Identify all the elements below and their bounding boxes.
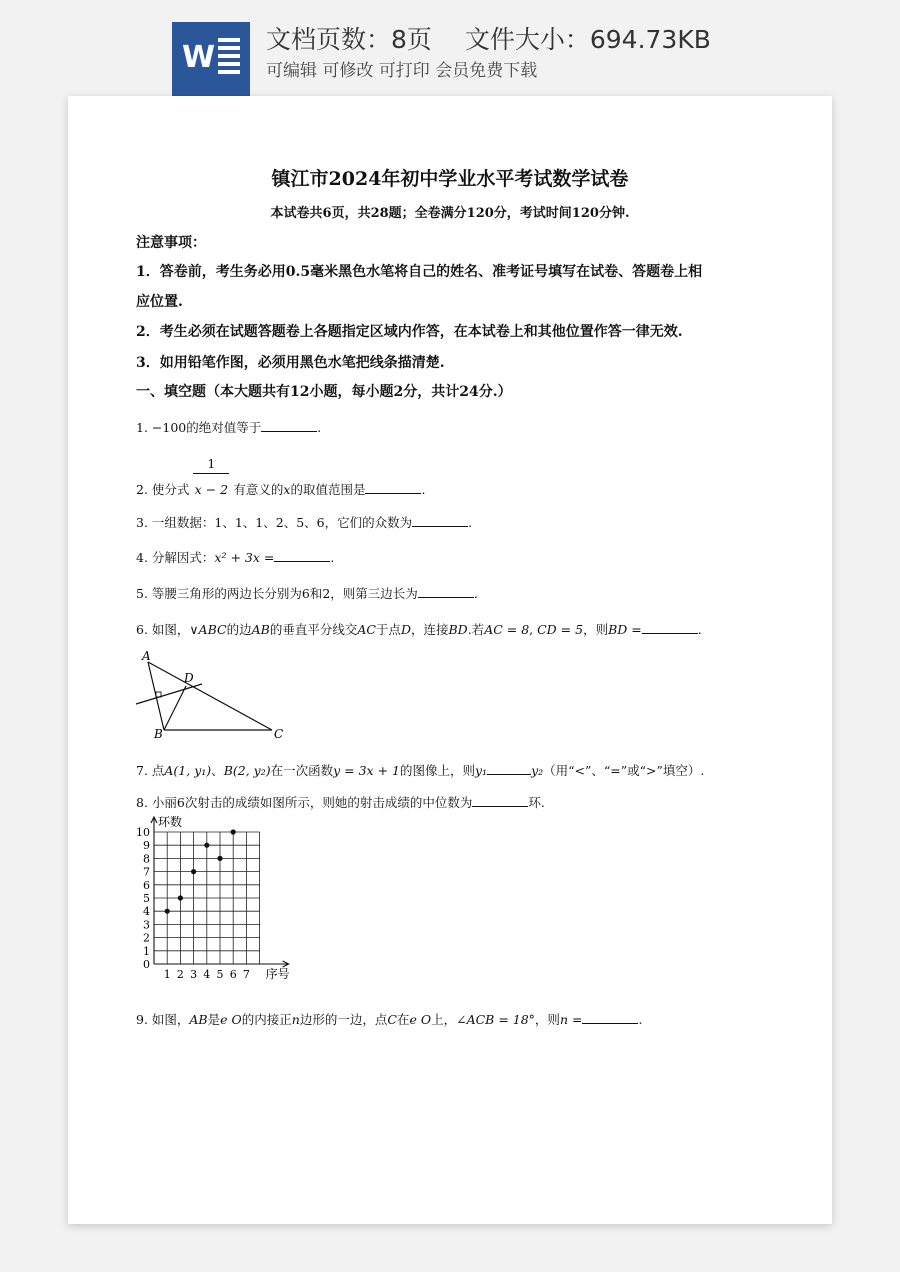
label-a: A	[142, 649, 151, 663]
q6-cond-1: AC = 8	[484, 622, 530, 637]
segment-ac	[148, 662, 272, 730]
q7-mid: 在一次函数	[270, 763, 334, 778]
question-6: 6. 如图，∨ABC的边AB的垂直平分线交AC于点D，连接BD.若AC = 8, CD = 5，则BD = .	[136, 622, 702, 637]
label-c: C	[274, 727, 284, 740]
q9-circle-o-2: e O	[409, 1012, 432, 1027]
note-1-cont: 应位置.	[136, 294, 183, 310]
q9-s4: 在	[396, 1012, 410, 1027]
exam-title: 镇江市2024年初中学业水平考试数学试卷	[271, 168, 629, 190]
y-tick-label: 9	[143, 839, 150, 853]
q6-bd: BD	[448, 622, 468, 637]
q6-prefix: 6. 如图，	[136, 622, 190, 637]
note-1: 1．答卷前，考生务必用0.5毫米黑色水笔将自己的姓名、准考证号填写在试卷、答题卷上相	[136, 264, 703, 280]
y-tick-label: 10	[136, 826, 150, 839]
data-point	[178, 895, 183, 900]
q1-math: −100	[151, 420, 187, 435]
data-point	[165, 909, 170, 914]
q9-s2: 的内接正	[241, 1012, 292, 1027]
q9-n: n	[291, 1012, 300, 1027]
q7-function: y = 3x + 1	[333, 763, 400, 778]
y-tick-label: 7	[143, 865, 150, 879]
x-tick-label: 3	[190, 968, 198, 981]
q6-ab: AB	[251, 622, 270, 637]
q6-bd-eq: BD =	[608, 622, 642, 637]
y-tick-label: 1	[143, 944, 150, 958]
q9-s5: 上，	[431, 1012, 457, 1027]
q6-s5: .若	[467, 622, 485, 637]
q6-s3: 于点	[375, 622, 401, 637]
q7-y2: y₂	[531, 763, 544, 778]
answer-blank	[412, 514, 468, 527]
answer-blank	[582, 1011, 638, 1024]
question-5: 5. 等腰三角形的两边长分别为6和2，则第三边长为 .	[136, 586, 478, 601]
score-chart	[124, 812, 294, 992]
word-document-icon: W	[172, 22, 250, 96]
q8-text: 8. 小丽6次射击的成绩如图所示，则她的射击成绩的中位数为	[136, 795, 473, 810]
q9-s1: 是	[207, 1012, 221, 1027]
x-tick-label: 6	[229, 968, 237, 981]
q1-number: 1.	[136, 420, 148, 435]
q9-c: C	[387, 1012, 397, 1027]
q9-angle: ∠ACB = 18°	[456, 1012, 535, 1027]
perpendicular-bisector	[136, 684, 202, 704]
q7-point-b: B(2, y₂)	[223, 763, 271, 778]
q6-s2: 的垂直平分线交	[269, 622, 358, 637]
data-point	[217, 856, 222, 861]
question-2: 2. 使分式 $\frac{1}{x - 2}$ 有意义的x的取值范围是 .	[136, 456, 426, 497]
y-tick-label: 2	[143, 931, 150, 945]
q9-ab: AB	[189, 1012, 208, 1027]
q9-s3: 边形的一边，点	[299, 1012, 388, 1027]
x-tick-label: 5	[216, 968, 224, 981]
answer-blank	[472, 794, 528, 807]
banner-title: 文档页数：8页 文件大小：694.73KB	[266, 25, 711, 54]
q3-text: 3. 一组数据：1、1、1、2、5、6，它们的众数为	[136, 515, 413, 530]
q9-s6: ，则	[534, 1012, 560, 1027]
fraction-denominator: x − 2	[194, 482, 229, 497]
q7-point-a: A(1, y₁)	[164, 763, 212, 778]
q7-post: 的图像上，则	[399, 763, 475, 778]
y-tick-label: 8	[143, 852, 150, 866]
q9-n-eq: n =	[559, 1012, 583, 1027]
fraction	[193, 456, 229, 497]
answer-blank	[487, 762, 531, 775]
y-axis-label: 环数	[158, 815, 183, 829]
q9-circle-o: e O	[220, 1012, 242, 1027]
question-4: 4. 分解因式：x² + 3x = .	[136, 550, 335, 565]
document-page	[68, 96, 832, 1224]
banner-subtitle: 可编辑 可修改 可打印 会员免费下载	[266, 61, 538, 81]
answer-blank	[261, 419, 317, 432]
y-tick-label: 3	[143, 918, 150, 932]
question-7	[136, 761, 704, 779]
q2-prefix: 2. 使分式	[136, 482, 190, 497]
question-1: 1. −100的绝对值等于 .	[136, 420, 322, 435]
y-tick-label: 0	[143, 958, 150, 971]
x-tick-label: 7	[242, 968, 250, 981]
q7-tail: （用“<”、“=”或“>”填空）.	[543, 763, 705, 778]
q9-prefix: 9. 如图，	[136, 1012, 190, 1027]
data-point	[204, 843, 209, 848]
q2-mid: 有意义的	[233, 482, 284, 497]
x-tick-label: 1	[163, 968, 171, 981]
data-point	[191, 869, 196, 874]
answer-blank	[642, 621, 698, 634]
q6-s4: ，连接	[410, 622, 449, 637]
q7-y1: y₁	[475, 763, 488, 778]
y-tick-label: 4	[143, 905, 150, 919]
fraction-numerator: 1	[207, 456, 216, 471]
y-tick-label: 5	[143, 892, 150, 905]
data-point	[231, 829, 236, 834]
q4-math: x² + 3x =	[214, 550, 275, 565]
answer-blank	[274, 549, 330, 562]
label-b: B	[154, 727, 163, 740]
q6-d: D	[400, 622, 411, 637]
q5-text: 5. 等腰三角形的两边长分别为6和2，则第三边长为	[136, 586, 418, 601]
q6-ac: AC	[357, 622, 376, 637]
q6-s1: 的边	[226, 622, 252, 637]
q6-s6: ，则	[583, 622, 609, 637]
q7-sep: 、	[211, 763, 224, 778]
question-9: 9. 如图，AB是e O的内接正n边形的一边，点C在e O上，∠ACB = 18°，则n = .	[136, 1012, 643, 1027]
q8-unit: 环.	[528, 795, 545, 810]
q6-triangle: ∨ABC	[189, 622, 227, 637]
y-tick-label: 6	[143, 878, 150, 892]
triangle-figure	[134, 648, 294, 740]
section-1-heading: 一、填空题（本大题共有12小题，每小题2分，共计24分.）	[136, 384, 512, 400]
x-tick-label: 2	[176, 968, 184, 981]
notes-heading: 注意事项：	[136, 235, 206, 251]
question-3: 3. 一组数据：1、1、1、2、5、6，它们的众数为 .	[136, 515, 473, 530]
question-8	[136, 793, 545, 811]
q6-cond-2: CD = 5	[537, 622, 584, 637]
x-tick-label: 4	[203, 968, 211, 981]
fraction-bar	[193, 473, 229, 474]
label-d: D	[184, 671, 194, 685]
answer-blank	[418, 585, 474, 598]
q2-var: x	[283, 482, 291, 497]
answer-blank	[365, 481, 421, 494]
note-2: 2．考生必须在试题答题卷上各题指定区域内作答，在本试卷上和其他位置作答一律无效.	[136, 324, 683, 340]
q1-text: 的绝对值等于	[186, 420, 262, 435]
download-banner	[0, 0, 900, 100]
note-3: 3．如用铅笔作图，必须用黑色水笔把线条描清楚.	[136, 355, 445, 371]
exam-subtitle: 本试卷共6页，共28题；全卷满分120分，考试时间120分钟.	[270, 206, 630, 221]
x-axis-label: 序号	[265, 967, 290, 981]
q4-prefix: 4. 分解因式：	[136, 550, 215, 565]
q7-prefix: 7. 点	[136, 763, 165, 778]
q2-post: 的取值范围是	[290, 482, 366, 497]
